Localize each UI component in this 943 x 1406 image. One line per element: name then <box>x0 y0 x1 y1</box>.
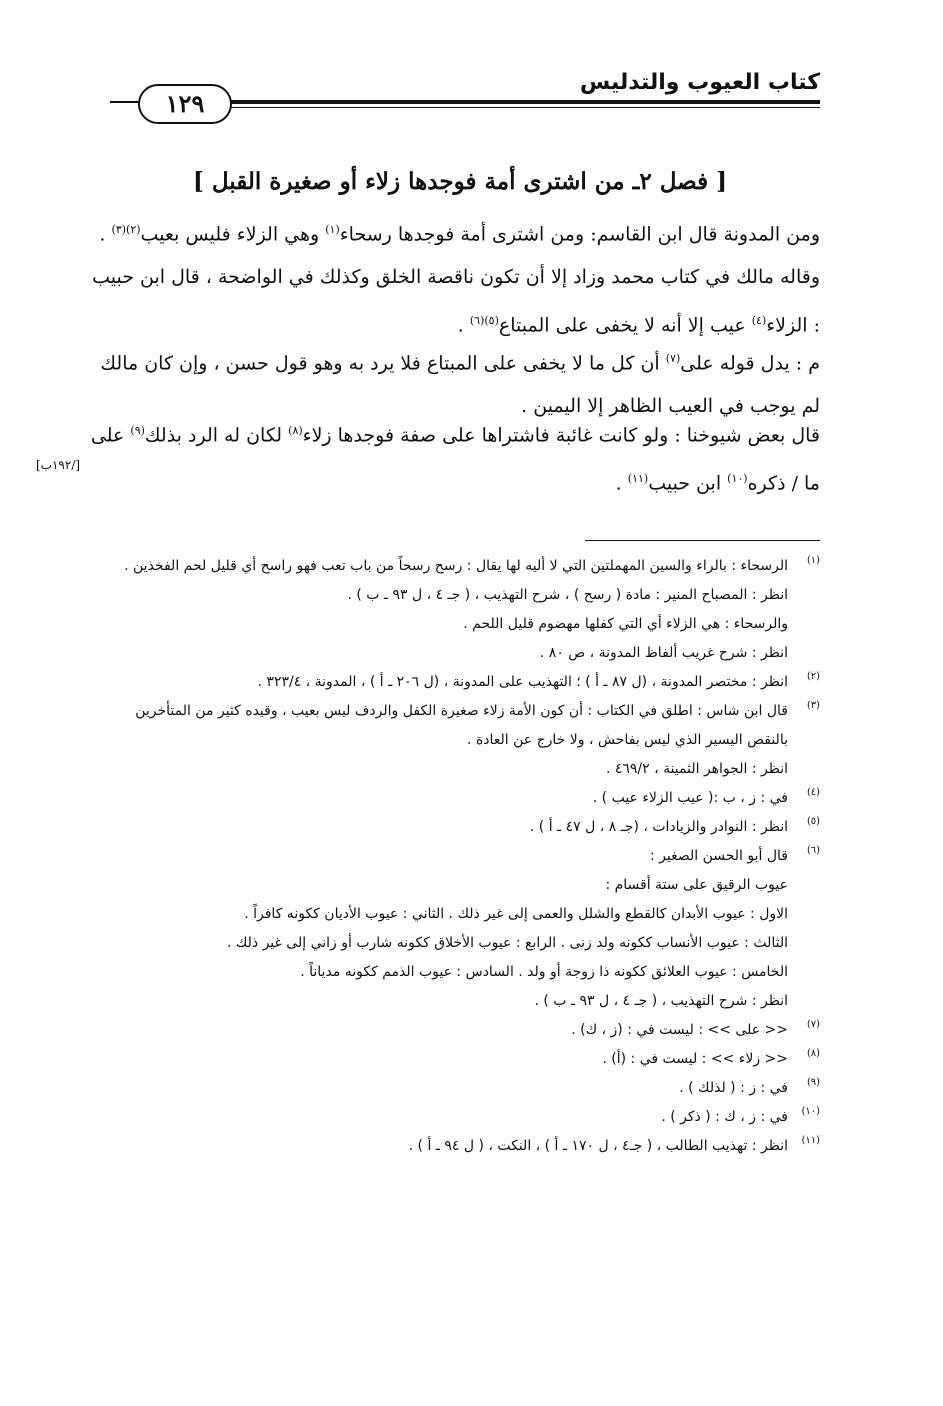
footnote-text: في : ز : ( لذلك ) . <box>679 1080 788 1096</box>
footnote-number: (١) <box>806 555 820 566</box>
footnote-number: (٩) <box>806 1077 820 1088</box>
footnote-2 <box>100 668 820 697</box>
footnote-separator <box>585 540 820 541</box>
footnote-8 <box>100 1045 820 1074</box>
footnote-number: (٤) <box>806 787 820 798</box>
header-rule-thin <box>150 107 820 108</box>
footnote-line: الثالث : عيوب الأنساب ككونه ولد زنى . الرابع : عيوب الأخلاق ككونه شارب أو زاني إلى غير ذلك . <box>226 935 788 951</box>
footnote-1 <box>100 552 820 581</box>
footnote-number: (١٠) <box>801 1106 820 1117</box>
footnote-text: انظر : مختصر المدونة ، (ل ٨٧ ـ أ ) ؛ التهذيب على المدونة ، (ل ٢٠٦ ـ أ ) ، المدونة ، ٣٢٣/٤ . <box>257 674 788 690</box>
paragraph-text: . <box>615 472 628 495</box>
footnote-6 <box>100 842 820 871</box>
footnote-text: في : ز ، ك : ( ذكر ) . <box>661 1109 788 1125</box>
footnote-number: (٣) <box>806 700 820 711</box>
paragraph-text: . <box>457 314 470 337</box>
footnote-text: قال ابن شاس : اطلق في الكتاب : أن كون الأمة زلاء صغيرة الكفل والردف ليس بعيب ، وقيده كثير من المتأخرين بالنقص اليسير الذي ليس بفاحش ، ولا خارج عن العادة . <box>135 703 788 748</box>
footnote-ref: (٨) <box>288 424 303 437</box>
footnote-number: (٨) <box>806 1048 820 1059</box>
paragraph-1 <box>90 208 820 348</box>
paragraph-text: عيب إلا أنه لا يخفى على المبتاع <box>498 314 752 337</box>
footnote-ref: (١) <box>325 223 340 236</box>
footnote-ref: (٧) <box>665 352 681 365</box>
book-title: كتاب العيوب والتدليس <box>572 70 820 95</box>
footnote-11 <box>100 1132 820 1161</box>
footnote-number: (٥) <box>806 816 820 827</box>
footnote-line: انظر : المصباح المنير : مادة ( رسح ) ، شرح التهذيب ، ( جـ ٤ ، ل ٩٣ ـ ب ) . <box>347 587 788 603</box>
footnote-line: والرسحاء : هي الزلاء أي التي كفلها مهضوم قليل اللحم . <box>463 616 788 632</box>
footnote-line: الخامس : عيوب العلائق ككونه ذا زوجة أو ولد . السادس : عيوب الذمم ككونه مدياناً . <box>300 964 788 980</box>
footnote-line: انظر : الجواهر الثمينة ، ٤٦٩/٢ . <box>605 761 788 777</box>
header-rule-thick <box>150 100 820 104</box>
footnotes <box>100 552 820 1161</box>
footnote-line: انظر : شرح التهذيب ، ( جـ ٤ ، ل ٩٣ ـ ب ) . <box>534 993 788 1009</box>
footnote-ref: (٩) <box>130 424 145 437</box>
footnote-9 <box>100 1074 820 1103</box>
paragraph-text: م : يدل قوله على <box>680 352 820 375</box>
paragraph-text: ومن المدونة قال ابن القاسم: ومن اشترى أمة فوجدها رسحاء <box>339 223 820 246</box>
paragraph-text: قال بعض شيوخنا : ولو كانت غائبة فاشتراها على صفة فوجدها زلاء <box>302 424 820 447</box>
footnote-line: انظر : شرح غريب ألفاظ المدونة ، ص ٨٠ . <box>539 645 788 661</box>
footnote-text: في : ز ، ب :( عيب الزلاء عيب ) . <box>592 790 788 806</box>
footnote-4 <box>100 784 820 813</box>
paragraph-text: أن كل ما لا يخفى على المبتاع فلا يرد به وهو قول حسن ، وإن كان مالك لم يوجب في العيب الظاهر إلا اليمين . <box>100 352 820 418</box>
footnote-text: انظر : تهذيب الطالب ، ( جـ٤ ، ل ١٧٠ ـ أ ) ، النكت ، ( ل ٩٤ ـ أ ) . <box>408 1138 788 1154</box>
footnote-text: << على >> : ليست في : (ز ، ك) . <box>571 1022 788 1038</box>
paragraph-3 <box>90 409 820 506</box>
footnote-3 <box>100 697 820 755</box>
paragraph-text: ابن حبيب <box>648 472 728 495</box>
paragraph-text: لكان له الرد بذلك <box>144 424 289 447</box>
paragraph-text: على ما / ذكره <box>90 424 820 495</box>
footnote-5 <box>100 813 820 842</box>
footnote-number: (٧) <box>806 1019 820 1030</box>
footnote-ref: (٢)(٣) <box>111 223 141 236</box>
manuscript-folio-note: [/١٩٢ب] <box>36 458 81 472</box>
footnote-line: الاول : عيوب الأبدان كالقطع والشلل والعمى إلى غير ذلك . الثاني : عيوب الأديان ككونه كافراً . <box>244 906 788 922</box>
footnote-ref: (٥)(٦) <box>469 314 499 328</box>
footnote-7 <box>100 1016 820 1045</box>
footnote-ref: (١١) <box>627 472 649 486</box>
footnote-text: قال أبو الحسن الصغير : <box>649 848 788 864</box>
footnote-number: (١١) <box>801 1135 820 1146</box>
footnote-number: (٢) <box>806 671 820 682</box>
footnote-text: انظر : النوادر والزيادات ، (جـ ٨ ، ل ٤٧ ـ أ ) . <box>529 819 788 835</box>
footnote-line: عيوب الرقيق على ستة أقسام : <box>605 877 788 893</box>
page-header <box>110 70 820 130</box>
footnote-text: الرسحاء : بالراء والسين المهملتين التي لا أليه لها يقال : رسح رسحاً من باب تعب فهو راسح أي قليل لحم الفخذين . <box>124 558 788 574</box>
page-number: ١٢٩ <box>138 84 232 124</box>
footnote-ref: (١٠) <box>727 472 748 486</box>
footnote-10 <box>100 1103 820 1132</box>
footnote-ref: (٤) <box>751 314 767 328</box>
footnote-text: << زلاء >> : ليست في : (أ) . <box>602 1051 788 1067</box>
footnote-number: (٦) <box>806 845 820 856</box>
section-heading: [ فصل ٢ـ من اشترى أمة فوجدها زلاء أو صغيرة القبل ] <box>192 168 727 195</box>
paragraph-text: . وقاله مالك في كتاب محمد وزاد إلا أن تكون ناقصة الخلق وكذلك في الواضحة ، قال ابن حبيب : الزلاء <box>92 223 820 337</box>
paragraph-text: وهي الزلاء فليس بعيب <box>140 223 326 246</box>
